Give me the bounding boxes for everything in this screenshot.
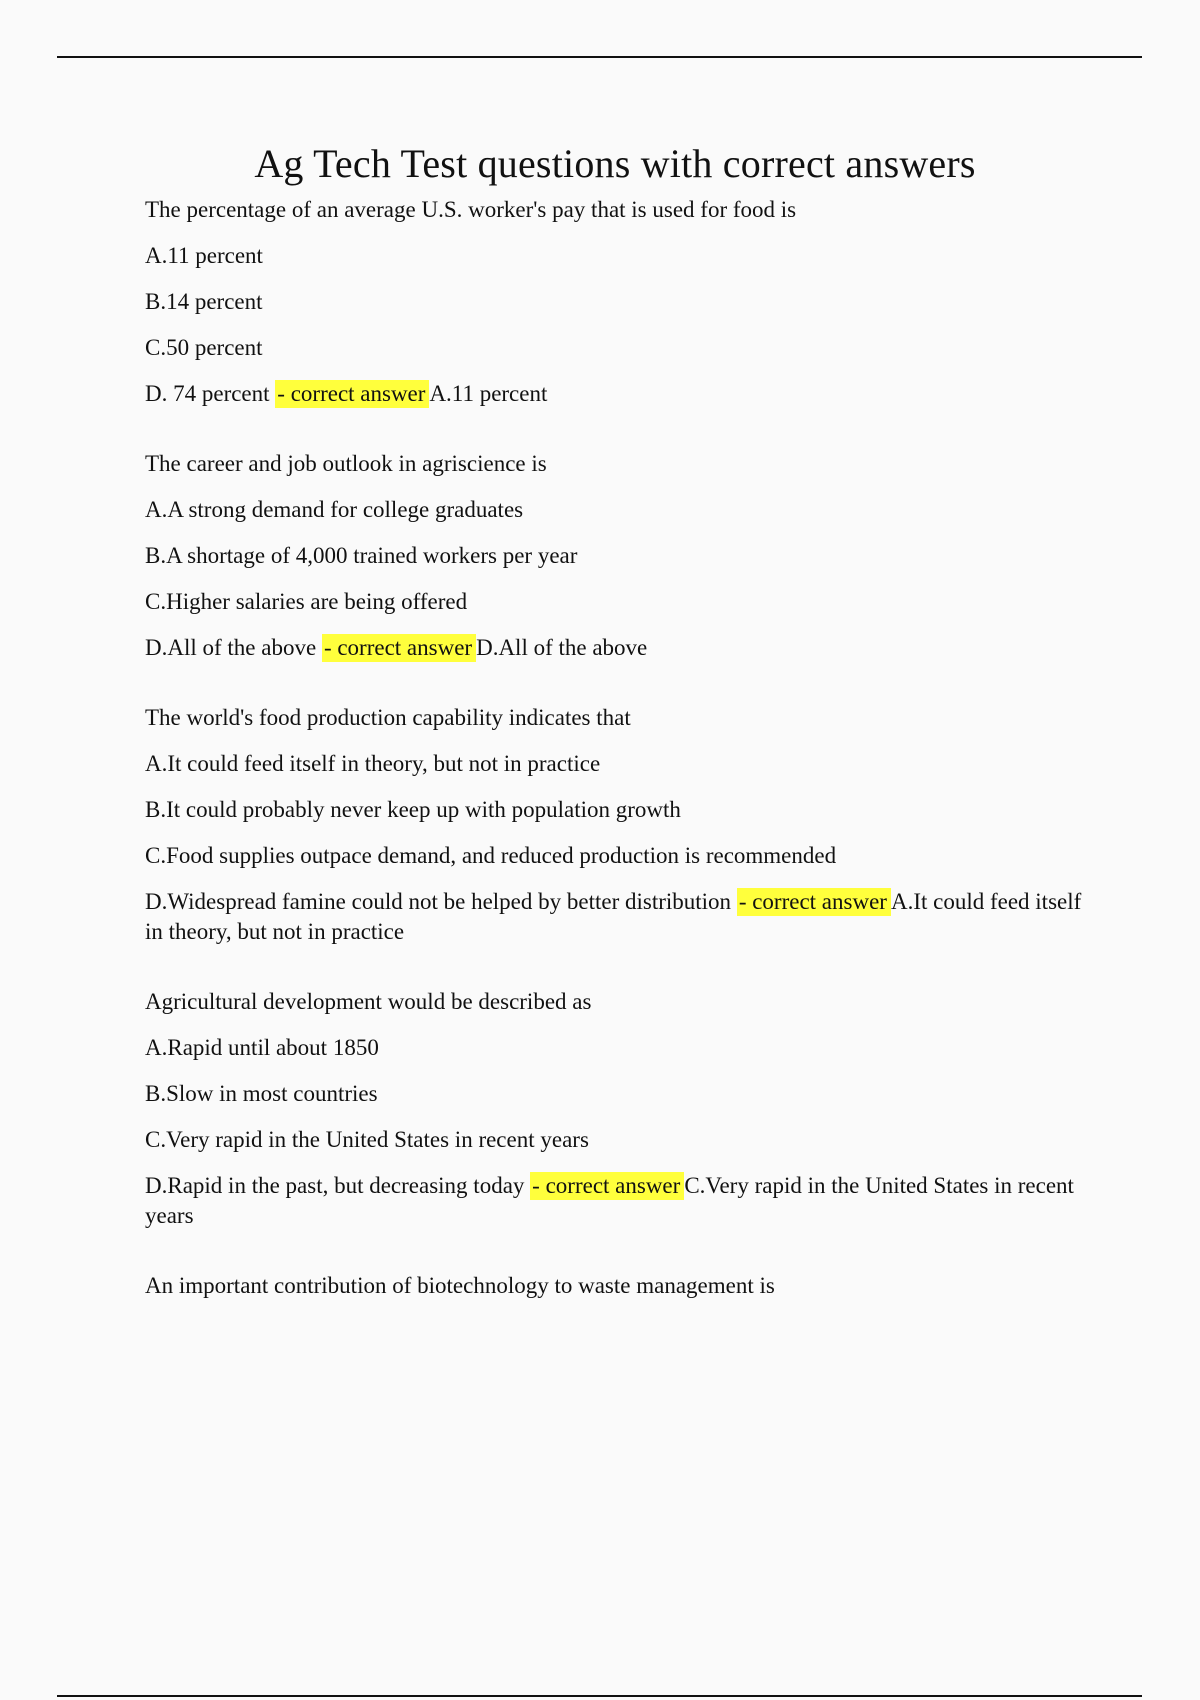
- option-a: A.Rapid until about 1850: [145, 1035, 379, 1060]
- option-d: D.Widespread famine could not be helped by better distribution: [145, 889, 732, 914]
- top-rule: [57, 56, 1142, 58]
- question-text: The career and job outlook in agriscience is: [145, 451, 547, 476]
- correct-answer-text: A.It could feed itself in theory, but not in practice: [145, 889, 1082, 944]
- correct-answer-highlight: - correct answer: [530, 1172, 684, 1200]
- option-d-with-answer: [145, 887, 1085, 947]
- question-5: [145, 1271, 1085, 1301]
- correct-answer-text: A.11 percent: [429, 381, 548, 406]
- option-a: A.It could feed itself in theory, but not in practice: [145, 751, 601, 776]
- question-2: [145, 449, 1085, 663]
- option-d: D. 74 percent: [145, 381, 270, 406]
- correct-answer-text: D.All of the above: [476, 635, 648, 660]
- option-b: B.Slow in most countries: [145, 1081, 378, 1106]
- option-d-with-answer: [145, 379, 1085, 409]
- document-body: [145, 140, 1085, 1341]
- correct-answer-highlight: - correct answer: [737, 888, 891, 916]
- option-c: C.Higher salaries are being offered: [145, 589, 468, 614]
- option-c: C.Very rapid in the United States in recent years: [145, 1127, 589, 1152]
- option-b: B.14 percent: [145, 289, 263, 314]
- option-a: A.A strong demand for college graduates: [145, 497, 524, 522]
- option-d: D.All of the above: [145, 635, 317, 660]
- bottom-rule: [57, 1695, 1142, 1697]
- option-b: B.It could probably never keep up with population growth: [145, 797, 681, 822]
- correct-answer-text: C.Very rapid in the United States in recent years: [145, 1173, 1074, 1228]
- option-c: C.Food supplies outpace demand, and reduced production is recommended: [145, 843, 837, 868]
- question-4: [145, 987, 1085, 1231]
- correct-answer-highlight: - correct answer: [275, 380, 429, 408]
- correct-answer-highlight: - correct answer: [322, 634, 476, 662]
- question-text: The percentage of an average U.S. worker's pay that is used for food is: [145, 197, 797, 222]
- question-1: [145, 195, 1085, 409]
- option-d: D.Rapid in the past, but decreasing today: [145, 1173, 525, 1198]
- question-3: [145, 703, 1085, 947]
- option-a: A.11 percent: [145, 243, 263, 268]
- option-d-with-answer: [145, 633, 1085, 663]
- option-d-with-answer: [145, 1171, 1085, 1231]
- option-b: B.A shortage of 4,000 trained workers per year: [145, 543, 578, 568]
- question-text: The world's food production capability indicates that: [145, 705, 631, 730]
- question-text: An important contribution of biotechnology to waste management is: [145, 1273, 775, 1298]
- document-title: Ag Tech Test questions with correct answers: [254, 141, 976, 186]
- question-text: Agricultural development would be described as: [145, 989, 592, 1014]
- option-c: C.50 percent: [145, 335, 263, 360]
